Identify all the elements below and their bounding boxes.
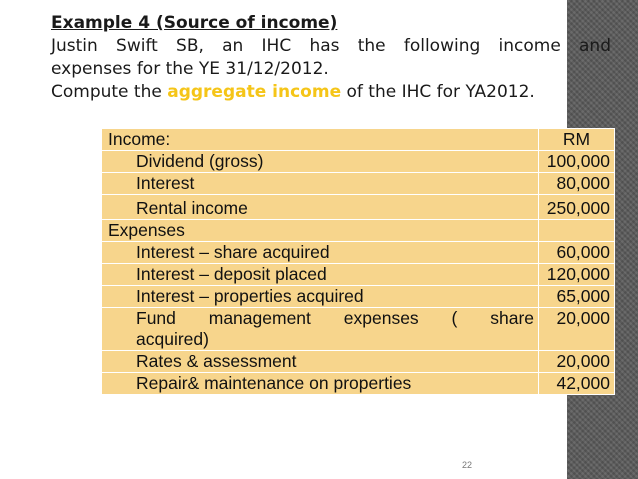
table-row (102, 373, 615, 395)
row-amount: 100,000 (539, 151, 615, 173)
table-row (102, 195, 615, 220)
row-amount: 60,000 (539, 242, 615, 264)
aggregate-income-highlight: aggregate income (167, 82, 342, 102)
table-row (102, 129, 615, 151)
row-label: Interest (102, 173, 539, 195)
slide-number: 22 (462, 460, 473, 470)
row-amount: 250,000 (539, 195, 615, 220)
row-label: Rental income (102, 195, 539, 220)
row-amount: 80,000 (539, 173, 615, 195)
row-label-line-2: acquired) (136, 329, 209, 349)
row-label: Repair& maintenance on properties (102, 373, 539, 395)
row-amount: 42,000 (539, 373, 615, 395)
table-row (102, 264, 615, 286)
row-amount: 20,000 (539, 351, 615, 373)
currency-header: RM (539, 129, 615, 151)
problem-text-line-1: Justin Swift SB, an IHC has the following income and (51, 36, 611, 56)
problem-question (51, 81, 611, 104)
table-row (102, 308, 615, 351)
row-label-multiline (102, 308, 539, 351)
expenses-header-label: Expenses (102, 220, 539, 242)
row-label: Dividend (gross) (102, 151, 539, 173)
row-amount: 120,000 (539, 264, 615, 286)
example-title: Example 4 (Source of income) (51, 13, 338, 33)
row-label: Interest – share acquired (102, 242, 539, 264)
slide-heading (51, 12, 611, 104)
row-label: Interest – deposit placed (102, 264, 539, 286)
row-label-line-1: Fund management expenses ( share (136, 308, 534, 328)
row-amount: 65,000 (539, 286, 615, 308)
problem-text-line-2: expenses for the YE 31/12/2012. (51, 59, 329, 79)
question-suffix: of the IHC for YA2012. (341, 82, 535, 102)
question-prefix: Compute the (51, 82, 168, 102)
table-row (102, 151, 615, 173)
row-label: Interest – properties acquired (102, 286, 539, 308)
table-row (102, 286, 615, 308)
income-expense-table (101, 128, 615, 395)
row-label: Rates & assessment (102, 351, 539, 373)
income-header-label: Income: (102, 129, 539, 151)
table-row (102, 351, 615, 373)
empty-cell (539, 220, 615, 242)
row-amount: 20,000 (539, 308, 615, 351)
table-row (102, 220, 615, 242)
table-row (102, 242, 615, 264)
table-row (102, 173, 615, 195)
